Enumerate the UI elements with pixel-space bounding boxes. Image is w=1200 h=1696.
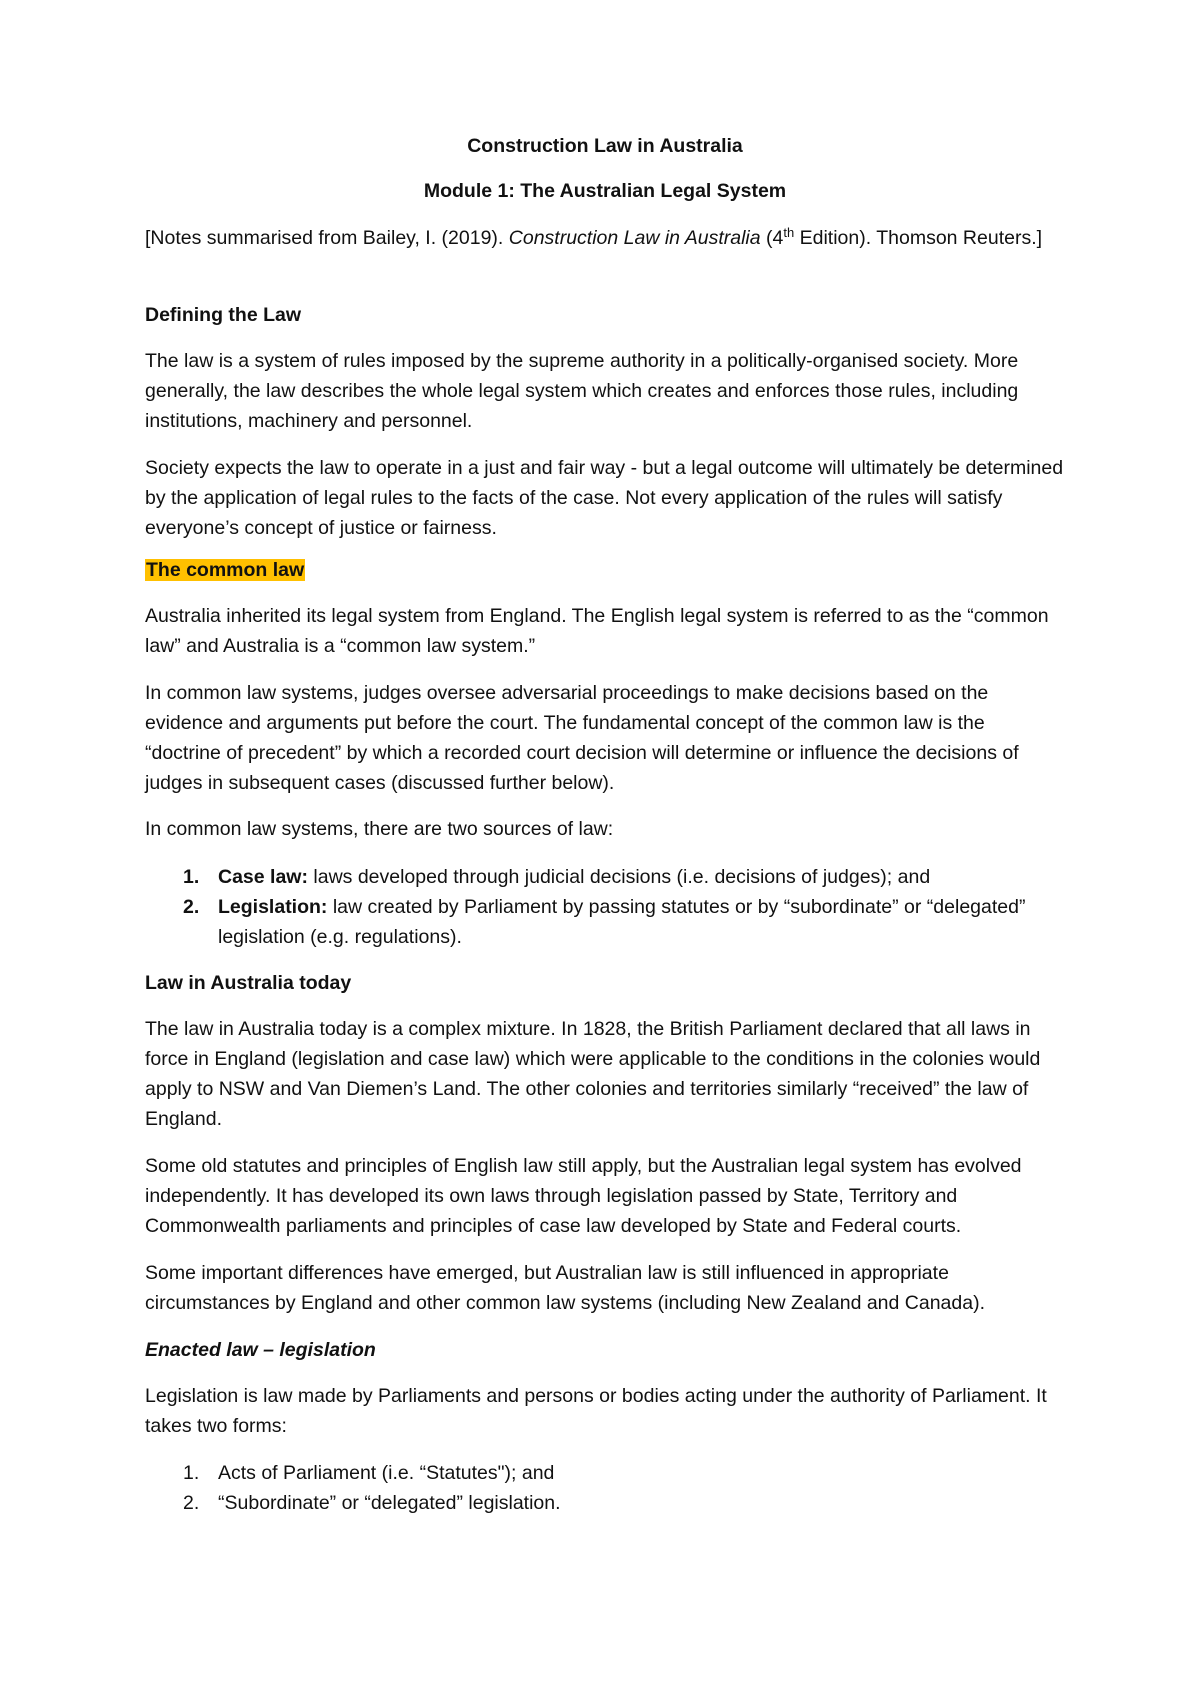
- citation-book-title: Construction Law in Australia: [508, 227, 761, 249]
- paragraph-today-2: Some old statutes and principles of English law still apply, but the Australian legal system has evolved independently. It has developed its own laws through legislation passed by State, Territory and Commonwealth parliaments and principles of case law developed by State and Federal courts.: [145, 1155, 1022, 1237]
- paragraph-common-law-2: In common law systems, judges oversee adversarial proceedings to make decisions based on the evidence and arguments put before the court. The fundamental concept of the common law is the “doctrine of precedent” by which a recorded court decision will determine or influence the decisions of judges in subsequent cases (discussed further below).: [145, 682, 1019, 794]
- list-number: 1.: [183, 1462, 200, 1484]
- list-text: Acts of Parliament (i.e. “Statutes"); and: [218, 1462, 555, 1484]
- paragraph-defining-2: Society expects the law to operate in a just and fair way - but a legal outcome will ultimately be determined by the application of legal rules to the facts of the case. Not every application of the rules will satisfy everyone’s concept of justice or fairness.: [145, 457, 1064, 539]
- list-text: “Subordinate” or “delegated” legislation.: [218, 1492, 561, 1514]
- heading-defining-law: Defining the Law: [145, 304, 301, 326]
- list-item: [145, 1488, 1065, 1518]
- heading-law-today: Law in Australia today: [145, 972, 352, 994]
- heading-enacted-law: Enacted law – legislation: [145, 1339, 376, 1361]
- sources-of-law-list: [145, 862, 1065, 952]
- citation-prefix: [Notes summarised from Bailey, I. (2019).: [145, 227, 509, 249]
- paragraph-today-3: Some important differences have emerged, but Australian law is still influenced in appropriate circumstances by England and other common law systems (including New Zealand and Canada).: [145, 1262, 986, 1314]
- paragraph-defining-1: The law is a system of rules imposed by the supreme authority in a politically-organised society. More generally, the law describes the whole legal system which creates and enforces those rules, including institutions, machinery and personnel.: [145, 350, 1019, 432]
- paragraph-common-law-3: In common law systems, there are two sources of law:: [145, 818, 614, 840]
- list-item: [145, 892, 1065, 952]
- citation-edition-sup: th: [783, 225, 795, 240]
- citation-suffix: Edition). Thomson Reuters.]: [794, 227, 1043, 249]
- list-item: [145, 862, 1065, 892]
- list-text: laws developed through judicial decisions (i.e. decisions of judges); and: [307, 866, 931, 888]
- citation: [145, 223, 1065, 253]
- heading-common-law: [145, 555, 1065, 585]
- paragraph-today-1: The law in Australia today is a complex mixture. In 1828, the British Parliament declared that all laws in force in England (legislation and case law) which were applicable to the conditions in the colonies would apply to NSW and Van Diemen’s Land. The other colonies and territories similarly “received” the law of England.: [145, 1018, 1041, 1130]
- list-item: [145, 1458, 1065, 1488]
- paragraph-enacted-1: Legislation is law made by Parliaments and persons or bodies acting under the authority of Parliament. It takes two forms:: [145, 1385, 1047, 1437]
- citation-edition: (4: [760, 227, 784, 249]
- highlighted-heading-text: The common law: [146, 559, 305, 581]
- list-number: 2.: [183, 896, 200, 918]
- paragraph-common-law-1: Australia inherited its legal system from England. The English legal system is referred to as the “common law” and Australia is a “common law system.”: [145, 605, 1049, 657]
- list-term: Legislation:: [218, 896, 328, 918]
- legislation-forms-list: [145, 1458, 1065, 1518]
- module-title: Module 1: The Australian Legal System: [423, 180, 787, 202]
- list-number: 2.: [183, 1492, 200, 1514]
- list-number: 1.: [183, 866, 200, 888]
- document-title: Construction Law in Australia: [467, 135, 743, 157]
- list-term: Case law:: [218, 866, 308, 888]
- list-text: law created by Parliament by passing statutes or by “subordinate” or “delegated” legislation (e.g. regulations).: [218, 896, 1026, 948]
